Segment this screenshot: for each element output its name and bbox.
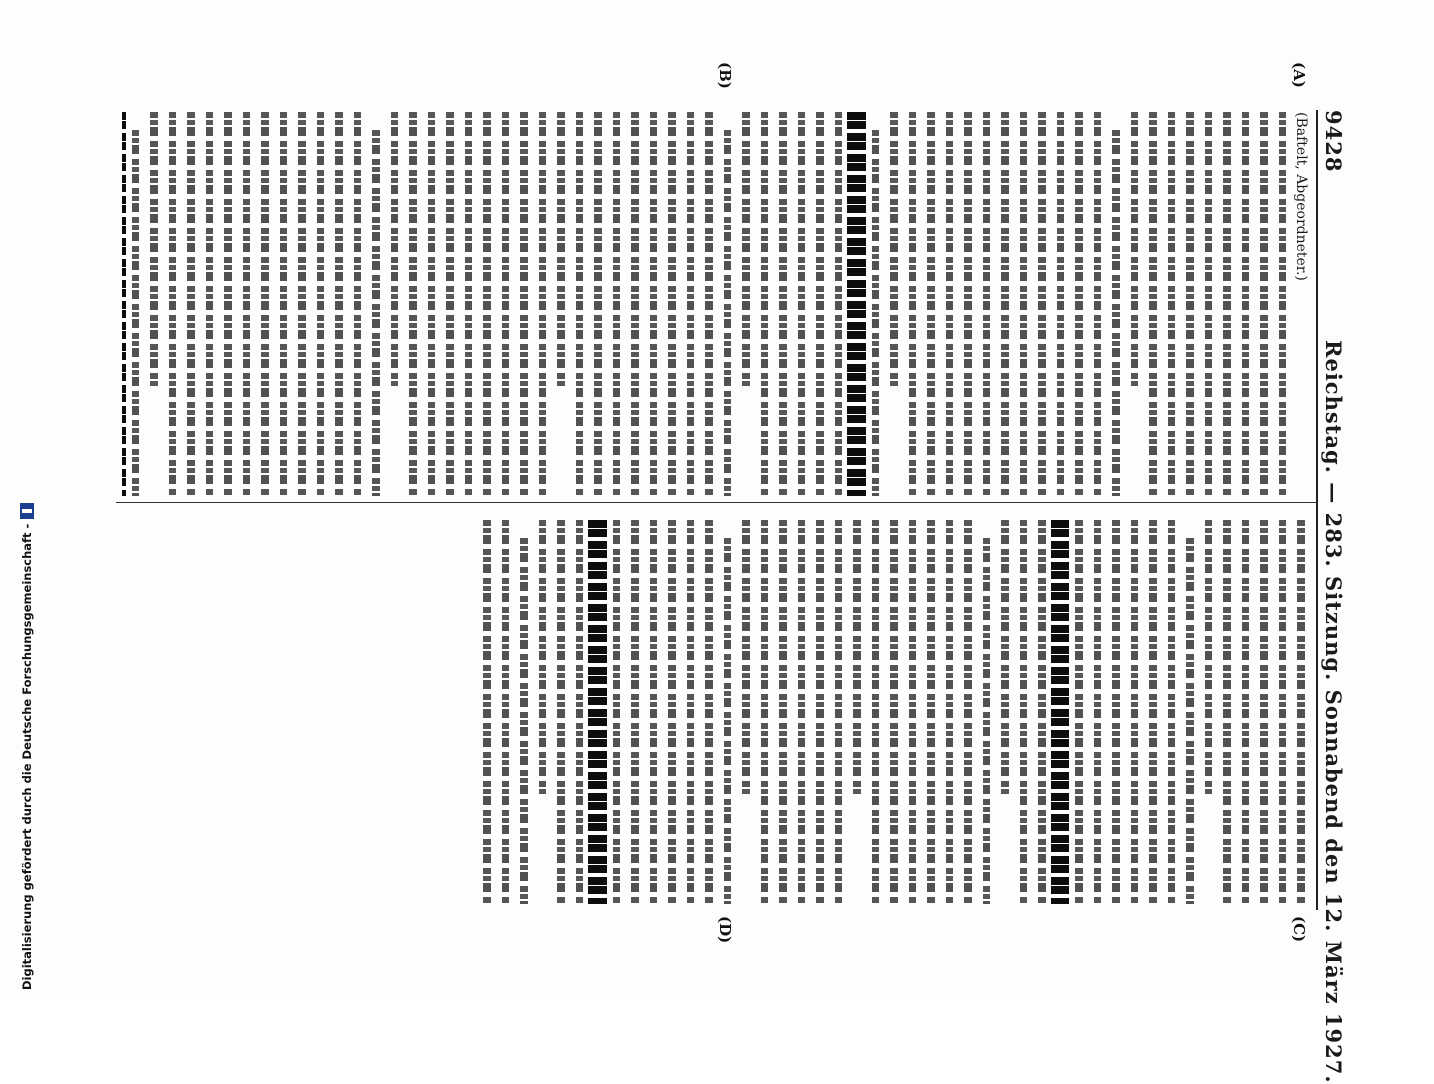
text-line bbox=[1162, 520, 1181, 904]
text-line bbox=[182, 112, 201, 496]
text-line bbox=[1088, 112, 1107, 496]
text-line bbox=[1014, 520, 1033, 904]
text-line bbox=[1051, 112, 1070, 496]
text-line bbox=[1273, 520, 1292, 904]
text-line bbox=[1236, 112, 1255, 496]
text-line bbox=[311, 112, 330, 496]
text-line bbox=[589, 112, 608, 496]
text-line bbox=[1033, 112, 1052, 496]
digitization-caption bbox=[20, 0, 34, 990]
text-line bbox=[755, 520, 774, 904]
text-line bbox=[922, 112, 941, 496]
margin-mark-c: (C) bbox=[1290, 916, 1308, 943]
text-line bbox=[1218, 112, 1237, 496]
margin-mark-a: (A) bbox=[1290, 62, 1308, 88]
text-line bbox=[607, 112, 626, 496]
text-line bbox=[496, 112, 515, 496]
text-line bbox=[977, 538, 996, 904]
text-line bbox=[848, 520, 867, 794]
text-line bbox=[1144, 112, 1163, 496]
text-line bbox=[1125, 520, 1144, 904]
text-line bbox=[626, 112, 645, 496]
right-column-text bbox=[478, 520, 1311, 904]
text-line bbox=[589, 520, 608, 904]
text-line bbox=[122, 112, 126, 496]
text-line bbox=[515, 112, 534, 496]
text-line bbox=[570, 112, 589, 496]
text-line bbox=[959, 112, 978, 496]
text-line bbox=[237, 112, 256, 496]
text-line bbox=[866, 130, 885, 496]
margin-mark-d: (D) bbox=[716, 916, 734, 944]
text-line bbox=[996, 520, 1015, 794]
text-line bbox=[829, 112, 848, 496]
text-line bbox=[1199, 520, 1218, 794]
text-line bbox=[1162, 112, 1181, 496]
text-line bbox=[1292, 520, 1311, 904]
text-line bbox=[755, 112, 774, 496]
text-line bbox=[774, 112, 793, 496]
text-line bbox=[367, 130, 386, 496]
text-line bbox=[478, 112, 497, 496]
text-line bbox=[1181, 538, 1200, 904]
text-line bbox=[515, 538, 534, 904]
text-line bbox=[792, 520, 811, 904]
text-line bbox=[718, 538, 737, 904]
running-title: Reichstag. — 283. Sitzung. Sonnabend den 12. März 1927. bbox=[1321, 340, 1346, 1084]
text-line bbox=[1273, 112, 1292, 496]
text-line bbox=[1218, 520, 1237, 904]
text-line bbox=[681, 112, 700, 496]
text-line bbox=[1051, 520, 1070, 904]
text-line bbox=[718, 130, 737, 496]
text-line bbox=[552, 520, 571, 904]
text-line bbox=[681, 520, 700, 904]
text-line bbox=[811, 112, 830, 496]
text-line bbox=[330, 112, 349, 496]
text-line bbox=[533, 112, 552, 496]
text-line bbox=[903, 520, 922, 904]
text-line bbox=[1236, 520, 1255, 904]
text-line bbox=[274, 112, 293, 496]
text-line bbox=[1255, 112, 1274, 496]
text-line bbox=[478, 520, 497, 904]
text-line bbox=[663, 112, 682, 496]
text-line bbox=[811, 520, 830, 904]
text-line bbox=[829, 520, 848, 904]
left-column-text bbox=[122, 112, 1292, 496]
text-line bbox=[737, 112, 756, 386]
text-line bbox=[1199, 112, 1218, 496]
text-line bbox=[496, 520, 515, 904]
text-line bbox=[903, 112, 922, 496]
text-line bbox=[1088, 520, 1107, 904]
text-line bbox=[293, 112, 312, 496]
text-line bbox=[1144, 520, 1163, 904]
text-line bbox=[570, 520, 589, 904]
text-line bbox=[348, 112, 367, 496]
right-column bbox=[470, 520, 1310, 904]
text-line bbox=[922, 520, 941, 904]
text-line bbox=[404, 112, 423, 496]
text-line bbox=[792, 112, 811, 496]
text-line bbox=[1107, 520, 1126, 904]
text-line bbox=[644, 112, 663, 496]
digitization-note: Digitalisierung gefördert durch die Deutsche Forschungsgemeinschaft - bbox=[20, 523, 34, 990]
text-line bbox=[200, 112, 219, 496]
text-line bbox=[441, 112, 460, 496]
page-number: 9428 bbox=[1321, 110, 1346, 173]
margin-mark-b: (B) bbox=[716, 62, 734, 89]
text-line bbox=[626, 520, 645, 904]
text-line bbox=[940, 520, 959, 904]
text-line bbox=[774, 520, 793, 904]
dfg-logo-icon bbox=[20, 503, 34, 519]
text-line bbox=[996, 112, 1015, 496]
text-line bbox=[1125, 112, 1144, 386]
text-line bbox=[700, 112, 719, 496]
text-line bbox=[700, 520, 719, 904]
text-line bbox=[959, 520, 978, 904]
left-column bbox=[122, 112, 1310, 496]
text-line bbox=[1181, 112, 1200, 496]
text-line bbox=[1014, 112, 1033, 496]
header-rule bbox=[1316, 110, 1318, 910]
text-line bbox=[663, 520, 682, 904]
text-line bbox=[1070, 112, 1089, 496]
text-line bbox=[1033, 520, 1052, 904]
text-line bbox=[885, 112, 904, 386]
text-line bbox=[977, 112, 996, 496]
text-line bbox=[385, 112, 404, 386]
text-line bbox=[552, 112, 571, 386]
text-line bbox=[644, 520, 663, 904]
text-line bbox=[256, 112, 275, 496]
text-line bbox=[459, 112, 478, 496]
text-line bbox=[1255, 520, 1274, 904]
text-line bbox=[219, 112, 238, 496]
text-line bbox=[885, 520, 904, 904]
text-line bbox=[607, 520, 626, 904]
text-line bbox=[422, 112, 441, 496]
text-line bbox=[163, 112, 182, 496]
text-line bbox=[145, 112, 164, 386]
column-divider bbox=[116, 502, 1316, 503]
text-line bbox=[866, 520, 885, 904]
text-line bbox=[1070, 520, 1089, 904]
text-line bbox=[940, 112, 959, 496]
text-line bbox=[126, 130, 145, 496]
text-line bbox=[533, 520, 552, 794]
text-line bbox=[1107, 130, 1126, 496]
text-line bbox=[737, 520, 756, 794]
text-line bbox=[848, 112, 867, 496]
speaker-header: (Baftelt, Abgeordneter.) bbox=[1293, 112, 1309, 281]
